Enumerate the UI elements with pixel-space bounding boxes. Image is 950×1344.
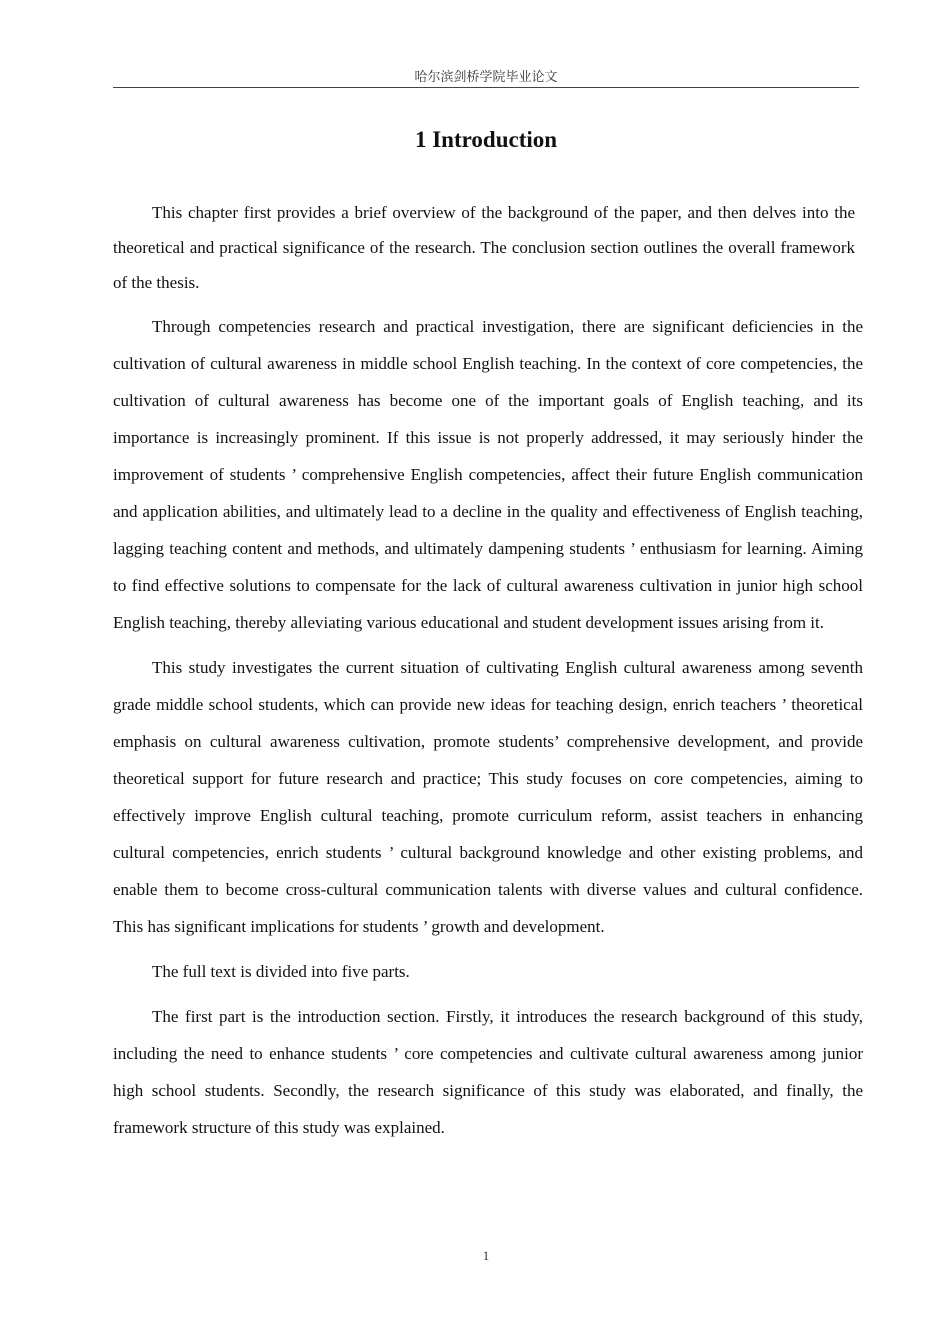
page-number: 1	[482, 1248, 490, 1263]
paragraph-overview: This chapter first provides a brief overview of the background of the paper, and then delves into the theoretical and practical significance of the research. The conclusion section outlines the overall framework of the thesis.	[113, 203, 855, 292]
running-header: 哈尔滨剑桥学院毕业论文	[414, 70, 558, 85]
body-text	[113, 195, 863, 1154]
paragraph-significance: This study investigates the current situation of cultivating English cultural awareness among seventh grade middle school students, which can provide new ideas for teaching design, enrich teachers ’ theoretical emphasis on cultural awareness cultivation, promote students’ comprehensive development, and provide theoretical support for future research and practice; This study focuses on core competencies, aiming to effectively improve English cultural teaching, promote curriculum reform, assist teachers in enhancing cultural competencies, enrich students ’ cultural background knowledge and other existing problems, and enable them to become cross-cultural communication talents with diverse values and cultural confidence. This has significant implications for students ’ growth and development.	[113, 658, 863, 936]
paragraph-background: Through competencies research and practical investigation, there are significant deficiencies in the cultivation of cultural awareness in middle school English teaching. In the context of core competencies, the cultivation of cultural awareness has become one of the important goals of English teaching, and its importance is increasingly prominent. If this issue is not properly addressed, it may seriously hinder the improvement of students ’ comprehensive English competencies, affect their future English communication and application abilities, and ultimately lead to a decline in the quality and effectiveness of English teaching, lagging teaching content and methods, and ultimately dampening students ’ enthusiasm for learning. Aiming to find effective solutions to compensate for the lack of cultural awareness cultivation in junior high school English teaching, thereby alleviating various educational and student development issues arising from it.	[113, 317, 863, 632]
header-rule	[113, 87, 859, 88]
paragraph-structure-intro: The full text is divided into five parts.	[152, 962, 410, 981]
paragraph-part-one: The first part is the introduction section. Firstly, it introduces the research background of this study, including the need to enhance students ’ core competencies and cultivate cultural awareness among junior high school students. Secondly, the research significance of this study was elaborated, and finally, the framework structure of this study was explained.	[113, 1007, 863, 1137]
chapter-title: 1 Introduction	[414, 127, 558, 152]
